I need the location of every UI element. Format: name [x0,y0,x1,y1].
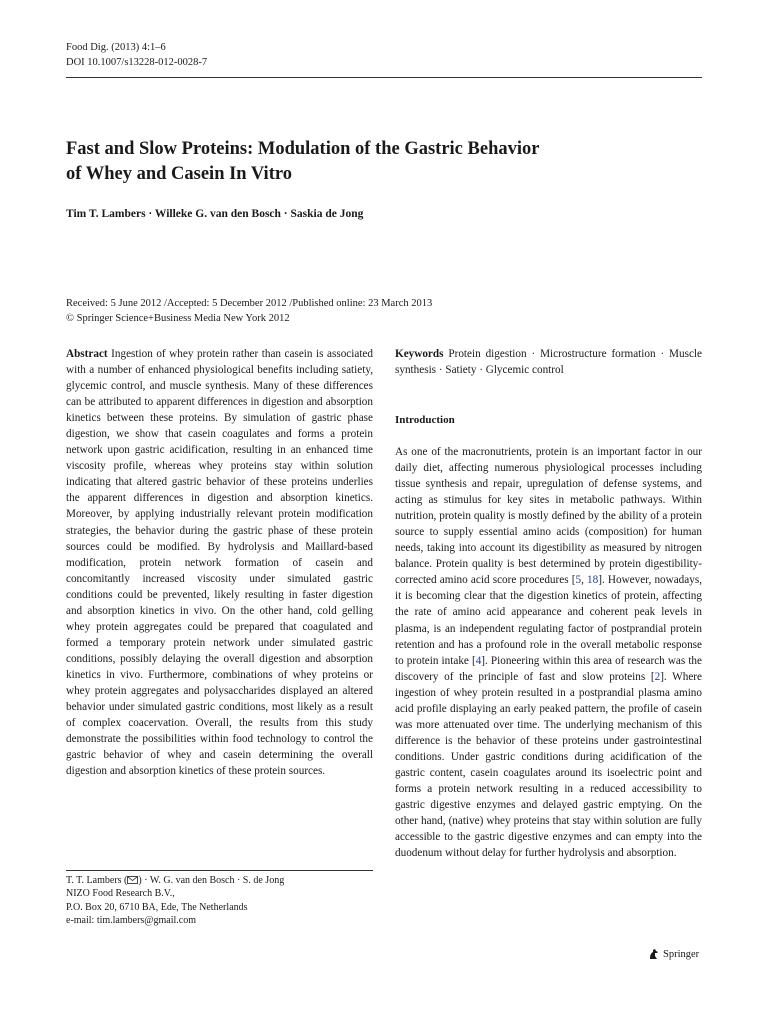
publication-dates [66,296,432,326]
footnote-email[interactable]: e-mail: tim.lambers@gmail.com [66,915,197,927]
introduction-body [395,444,702,861]
title-line-2: of Whey and Casein In Vitro [66,164,292,184]
received-accepted-line: Received: 5 June 2012 /Accepted: 5 December 2012 /Published online: 23 March 2013 [66,298,433,309]
keywords-label: Keywords [395,348,444,360]
footnote-affiliation: NIZO Food Research B.V., [66,888,175,900]
abstract-label: Abstract [66,348,108,360]
title-line-1: Fast and Slow Proteins: Modulation of the Gastric Behavior [66,139,540,159]
author-list: Tim T. Lambers · Willeke G. van den Bosch · Saskia de Jong [66,208,364,220]
intro-text-4: ]. Where ingestion of whey protein resulted in a postprandial plasma amino acid profile displaying an early peaked pattern, the profile of casein was more attenuated over time. The underlying mechanism of this difference is the behavior of these proteins under gastrointestinal conditions. Under gastric conditions during acidification of the gastric content, casein coagulates around its isoelectric point and forms a protein network resulting in a reduced accessibility to gastric digestive enzymes and delayed gastric emptying. On the other hand, (native) whey proteins that stay within solution are fully accessible to the gastric digestive enzymes and can empty into the duodenum without delay for further hydrolysis and absorption. [395,670,702,860]
springer-horse-icon [648,948,660,960]
keywords-text: Protein digestion · Microstructure formation · Muscle synthesis · Satiety · Glycemic control [395,348,702,377]
correspondence-footnote [66,874,284,928]
doi-link[interactable]: DOI 10.1007/s13228-012-0028-7 [66,57,208,68]
publisher-logo [648,948,699,960]
citation-link[interactable]: 4 [475,654,482,667]
intro-sep: , [581,574,588,587]
keywords-section [395,346,702,378]
citation-link[interactable]: 2 [654,670,661,683]
intro-text-1: As one of the macronutrients, protein is an important factor in our daily diet, affecting numerous physiological processes including tissue synthesis and repair, upregulation of defense systems, and acting as stimulus for key sites in metabolic pathways. Within nutrition, protein quality is mostly defined by the ability of a protein source to supply essential amino acids (composition) for human needs, taking into account its digestibility as measured by nitrogen balance. Protein quality is best determined by protein digestibility-corrected amino acid score procedures [ [395,446,702,587]
article-title [66,137,706,187]
citation-link[interactable]: 5 [575,574,582,587]
envelope-icon [127,876,138,884]
intro-text-3: ]. Pioneering within this area of research was the discovery of the principle of fast and slow proteins [ [395,654,702,683]
springer-wordmark: Springer [663,948,700,960]
abstract-text: Ingestion of whey protein rather than casein is associated with a number of enhanced physiological benefits including satiety, glycemic control, and muscle synthesis. Many of these differences can be attributed to apparent differences in digestion and absorption kinetics between these proteins. By simulation of gastric phase digestion, we show that casein coagulates and forms a protein network upon gastric acidification, resulting in an enhanced time viscosity profile, whereas whey proteins stay within solution indicating that altered gastric behavior of these proteins underlies the apparent differences in digestion and absorption kinetics. Moreover, by applying industrially relevant protein modification strategies, the behavior during the gastric phase of these protein sources could be modified. By hydrolysis and Maillard-based modification, protein network formation of casein and concomitantly increased viscosity under simulated gastric conditions could be prevented, likely resulting in faster digestion and absorption kinetics in vivo. On the other hand, cold gelling whey protein aggregates could be prepared that coagulated and formed a temporary protein network under simulated gastric conditions, possibly delaying the overall digestion and absorption kinetics in vivo. Furthermore, combinations of whey proteins or whey protein aggregates and polysaccharides displayed an altered behavior under simulated gastric conditions, most likely as a result of complex coacervation. Overall, the results from this study demonstrate the possibilities within food technology to control the gastric behavior of whey and casein determining the overall digestion and absorption kinetics of these protein sources. [66,348,373,778]
intro-text-2: ]. However, nowadays, it is becoming clear that the digestion kinetics of protein, affecting the rate of amino acid appearance and coherent peak levels in plasma, is an independent regulating factor of postprandial protein retention and has a profound role in the overall metabolic response to protein intake [ [395,574,702,667]
footnote-authors: T. T. Lambers ( ) · W. G. van den Bosch · S. de Jong [66,875,285,886]
copyright-line: © Springer Science+Business Media New York 2012 [66,313,290,324]
running-header [66,40,207,70]
journal-citation: Food Dig. (2013) 4:1–6 [66,42,166,53]
abstract-section [66,346,373,779]
citation-link[interactable]: 18 [587,574,599,587]
header-rule [66,77,702,78]
footnote-rule [66,870,373,871]
introduction-heading: Introduction [395,414,455,426]
footnote-address: P.O. Box 20, 6710 BA, Ede, The Netherlands [66,901,248,913]
